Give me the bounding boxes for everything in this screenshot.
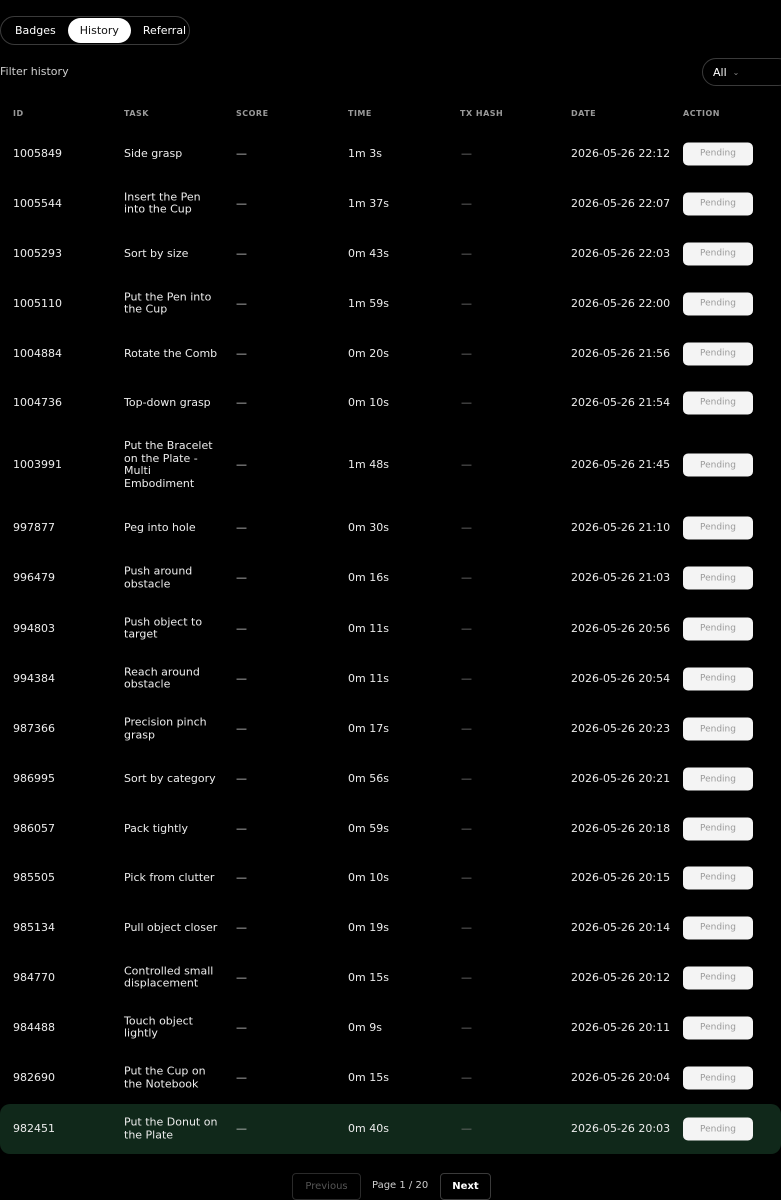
- table-header: [0, 109, 781, 121]
- row-date: 2026-05-26 21:03: [571, 570, 671, 584]
- row-date: 2026-05-26 20:15: [571, 870, 671, 884]
- row-time: 0m 10s: [348, 870, 389, 884]
- row-date: 2026-05-26 20:54: [571, 671, 671, 685]
- row-date: 2026-05-26 20:23: [571, 721, 671, 735]
- row-date: 2026-05-26 22:03: [571, 246, 671, 260]
- pending-button[interactable]: Pending: [683, 292, 753, 315]
- table-row: [0, 179, 781, 228]
- row-time: 0m 11s: [348, 671, 389, 685]
- row-task: Put the Pen into the Cup: [124, 290, 212, 316]
- column-header-task: TASK: [124, 109, 149, 118]
- pending-button[interactable]: Pending: [683, 866, 753, 889]
- filter-selected-value: All: [713, 65, 727, 79]
- row-score: —: [236, 457, 247, 471]
- row-tx-hash: —: [461, 520, 472, 534]
- row-task: Push around obstacle: [124, 564, 193, 590]
- table-row: [0, 503, 781, 552]
- row-date: 2026-05-26 20:03: [571, 1121, 671, 1135]
- row-time: 0m 56s: [348, 771, 389, 785]
- table-row: [0, 903, 781, 952]
- row-date: 2026-05-26 21:56: [571, 346, 671, 360]
- row-tx-hash: —: [461, 870, 472, 884]
- row-time: 0m 15s: [348, 1070, 389, 1084]
- row-id: 1004736: [13, 395, 62, 409]
- row-score: —: [236, 395, 247, 409]
- row-tx-hash: —: [461, 296, 472, 310]
- row-tx-hash: —: [461, 920, 472, 934]
- row-task: Touch object lightly: [124, 1014, 193, 1040]
- row-tx-hash: —: [461, 457, 472, 471]
- row-date: 2026-05-26 21:54: [571, 395, 671, 409]
- row-date: 2026-05-26 20:04: [571, 1070, 671, 1084]
- row-date: 2026-05-26 20:12: [571, 970, 671, 984]
- column-header-action: ACTION: [683, 109, 720, 118]
- row-date: 2026-05-26 20:21: [571, 771, 671, 785]
- row-id: 1005849: [13, 146, 62, 160]
- row-date: 2026-05-26 20:11: [571, 1020, 671, 1034]
- column-header-time: TIME: [348, 109, 372, 118]
- tab-bar: [0, 16, 190, 45]
- row-tx-hash: —: [461, 970, 472, 984]
- row-time: 1m 3s: [348, 146, 382, 160]
- tab-history[interactable]: History: [68, 18, 131, 43]
- table-row: [0, 229, 781, 278]
- row-tx-hash: —: [461, 196, 472, 210]
- row-tx-hash: —: [461, 671, 472, 685]
- pending-button[interactable]: Pending: [683, 567, 753, 590]
- row-id: 996479: [13, 570, 55, 584]
- row-score: —: [236, 771, 247, 785]
- row-task: Pick from clutter: [124, 870, 215, 884]
- row-task: Sort by size: [124, 246, 189, 260]
- row-date: 2026-05-26 20:14: [571, 920, 671, 934]
- row-task: Reach around obstacle: [124, 665, 200, 691]
- row-time: 0m 19s: [348, 920, 389, 934]
- row-score: —: [236, 570, 247, 584]
- row-score: —: [236, 296, 247, 310]
- row-time: 0m 17s: [348, 721, 389, 735]
- pending-button[interactable]: Pending: [683, 817, 753, 840]
- row-time: 1m 37s: [348, 196, 389, 210]
- table-row: [0, 1053, 781, 1103]
- previous-page-button[interactable]: Previous: [292, 1173, 361, 1200]
- row-id: 986057: [13, 821, 55, 835]
- row-task: Insert the Pen into the Cup: [124, 190, 201, 216]
- row-id: 994384: [13, 671, 55, 685]
- row-tx-hash: —: [461, 570, 472, 584]
- row-time: 0m 15s: [348, 970, 389, 984]
- row-date: 2026-05-26 20:18: [571, 821, 671, 835]
- row-id: 984770: [13, 970, 55, 984]
- pagination: [0, 1173, 781, 1200]
- table-row: [0, 953, 781, 1002]
- row-task: Sort by category: [124, 771, 216, 785]
- row-date: 2026-05-26 21:45: [571, 457, 671, 471]
- row-tx-hash: —: [461, 346, 472, 360]
- row-score: —: [236, 1020, 247, 1034]
- table-row: [0, 755, 781, 803]
- row-tx-hash: —: [461, 1070, 472, 1084]
- table-row: [0, 704, 781, 754]
- row-score: —: [236, 1121, 247, 1135]
- table-row: [0, 1003, 781, 1052]
- row-tx-hash: —: [461, 621, 472, 635]
- row-score: —: [236, 146, 247, 160]
- pending-button[interactable]: Pending: [683, 768, 753, 791]
- row-task: Top-down grasp: [124, 395, 211, 409]
- chevron-down-icon: ⌄: [732, 67, 740, 77]
- pending-button[interactable]: Pending: [683, 516, 753, 539]
- next-page-button[interactable]: Next: [440, 1173, 491, 1200]
- row-tx-hash: —: [461, 721, 472, 735]
- row-score: —: [236, 821, 247, 835]
- table-row: [0, 654, 781, 703]
- pending-button[interactable]: Pending: [683, 718, 753, 741]
- row-tx-hash: —: [461, 771, 472, 785]
- table-row: [0, 329, 781, 378]
- pending-button[interactable]: Pending: [683, 142, 753, 165]
- row-tx-hash: —: [461, 395, 472, 409]
- table-row: [0, 1104, 781, 1154]
- row-date: 2026-05-26 21:10: [571, 520, 671, 534]
- row-score: —: [236, 196, 247, 210]
- row-tx-hash: —: [461, 146, 472, 160]
- row-tx-hash: —: [461, 1020, 472, 1034]
- row-date: 2026-05-26 22:00: [571, 296, 671, 310]
- column-header-id: ID: [13, 109, 24, 118]
- row-time: 0m 16s: [348, 570, 389, 584]
- row-id: 997877: [13, 520, 55, 534]
- column-header-tx-hash: TX HASH: [460, 109, 504, 118]
- row-time: 0m 10s: [348, 395, 389, 409]
- row-task: Side grasp: [124, 146, 183, 160]
- column-header-score: SCORE: [236, 109, 269, 118]
- filter-history-label: Filter history: [0, 65, 69, 78]
- row-task: Controlled small displacement: [124, 964, 214, 990]
- row-id: 985134: [13, 920, 55, 934]
- pending-button[interactable]: Pending: [683, 667, 753, 690]
- row-task: Rotate the Comb: [124, 346, 218, 360]
- row-task: Put the Bracelet on the Plate - Multi Embodiment: [124, 439, 213, 490]
- row-score: —: [236, 671, 247, 685]
- row-time: 0m 30s: [348, 520, 389, 534]
- row-score: —: [236, 870, 247, 884]
- tab-badges[interactable]: Badges: [15, 24, 56, 37]
- row-task: Pack tightly: [124, 821, 188, 835]
- row-task: Put the Cup on the Notebook: [124, 1064, 206, 1090]
- row-score: —: [236, 520, 247, 534]
- table-row: [0, 553, 781, 603]
- pending-button[interactable]: Pending: [683, 916, 753, 939]
- row-time: 1m 59s: [348, 296, 389, 310]
- row-time: 0m 40s: [348, 1121, 389, 1135]
- row-score: —: [236, 346, 247, 360]
- row-time: 1m 48s: [348, 457, 389, 471]
- pending-button[interactable]: Pending: [683, 617, 753, 640]
- row-time: 0m 9s: [348, 1020, 382, 1034]
- page-indicator: Page 1 / 20: [372, 1180, 429, 1191]
- table-row: [0, 279, 781, 328]
- row-task: Push object to target: [124, 615, 203, 641]
- tab-referral[interactable]: Referral: [142, 24, 187, 37]
- row-time: 0m 59s: [348, 821, 389, 835]
- row-time: 0m 43s: [348, 246, 389, 260]
- row-id: 1004884: [13, 346, 62, 360]
- table-row: [0, 378, 781, 427]
- table-row: [0, 604, 781, 653]
- pending-button[interactable]: Pending: [683, 391, 753, 414]
- row-tx-hash: —: [461, 1121, 472, 1135]
- pending-button[interactable]: Pending: [683, 1067, 753, 1090]
- row-id: 987366: [13, 721, 55, 735]
- row-id: 982690: [13, 1070, 55, 1084]
- row-task: Precision pinch grasp: [124, 715, 207, 741]
- filter-select[interactable]: [702, 58, 781, 86]
- row-id: 994803: [13, 621, 55, 635]
- row-id: 984488: [13, 1020, 55, 1034]
- row-time: 0m 20s: [348, 346, 389, 360]
- row-tx-hash: —: [461, 246, 472, 260]
- row-id: 1003991: [13, 457, 62, 471]
- pending-button[interactable]: Pending: [683, 342, 753, 365]
- row-time: 0m 11s: [348, 621, 389, 635]
- table-row: [0, 129, 781, 178]
- row-id: 985505: [13, 870, 55, 884]
- row-date: 2026-05-26 22:12: [571, 146, 671, 160]
- table-row: [0, 428, 781, 502]
- column-header-date: DATE: [571, 109, 597, 118]
- row-score: —: [236, 621, 247, 635]
- row-score: —: [236, 246, 247, 260]
- row-id: 1005293: [13, 246, 62, 260]
- table-row: [0, 804, 781, 853]
- row-date: 2026-05-26 22:07: [571, 196, 671, 210]
- row-id: 982451: [13, 1121, 55, 1135]
- row-id: 1005544: [13, 196, 62, 210]
- pending-button[interactable]: Pending: [683, 1016, 753, 1039]
- row-score: —: [236, 721, 247, 735]
- row-task: Peg into hole: [124, 520, 196, 534]
- table-row: [0, 853, 781, 902]
- row-score: —: [236, 970, 247, 984]
- pending-button[interactable]: Pending: [683, 242, 753, 265]
- row-task: Put the Donut on the Plate: [124, 1115, 218, 1141]
- row-score: —: [236, 920, 247, 934]
- row-tx-hash: —: [461, 821, 472, 835]
- pending-button[interactable]: Pending: [683, 192, 753, 215]
- pending-button[interactable]: Pending: [683, 454, 753, 477]
- row-id: 1005110: [13, 296, 62, 310]
- row-score: —: [236, 1070, 247, 1084]
- row-task: Pull object closer: [124, 920, 218, 934]
- row-id: 986995: [13, 771, 55, 785]
- pending-button[interactable]: Pending: [683, 1118, 753, 1141]
- row-date: 2026-05-26 20:56: [571, 621, 671, 635]
- pending-button[interactable]: Pending: [683, 966, 753, 989]
